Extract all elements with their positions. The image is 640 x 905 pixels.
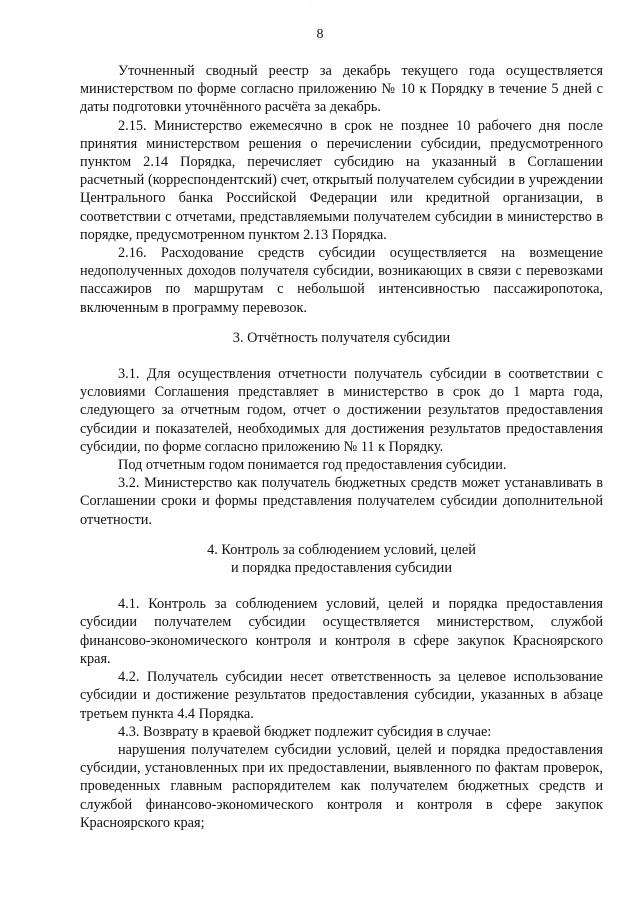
paragraph-reporting-year: Под отчетным годом понимается год предоставления субсидии. xyxy=(118,457,507,474)
section-4-heading-line2: и порядка предоставления субсидии xyxy=(231,560,452,577)
page-number: 8 xyxy=(316,27,324,42)
paragraph-3-2: 3.2. Министерство как получатель бюджетных средств может устанавливать в Соглашении сроки и формы представления получателем субсидии дополнительной отчетности. xyxy=(80,475,603,528)
scan-mark: · · · xyxy=(298,3,327,9)
section-4-heading-line1: 4. Контроль за соблюдением условий, целей xyxy=(207,541,476,558)
paragraph-4-3-violation: нарушения получателем субсидии условий, целей и порядка предоставления субсидии, установленных при их предоставлении, выявленного по фактам проверок, проведенных главным распорядителем как получателем бюджетных средств и службой финансово-экономического контроля и контроля в сфере закупок Красноярского края; xyxy=(80,741,603,831)
paragraph-4-1: 4.1. Контроль за соблюдением условий, целей и порядка предоставления субсидии получателем субсидии осуществляется министерством, службой финансово-экономического контроля и контроля в сфере закупок Красноярского края. xyxy=(80,596,603,667)
paragraph-3-1: 3.1. Для осуществления отчетности получатель субсидии в соответствии с условиями Соглашения представляет в министерство в срок до 1 марта года, следующего за отчетным годом, отчет о достижении результатов предоставления субсидии и показателей, необходимых для достижения результатов предоставления субсидии, по форме согласно приложению № 11 к Порядку. xyxy=(80,366,603,455)
paragraph-4-3: 4.3. Возврату в краевой бюджет подлежит субсидия в случае: xyxy=(118,723,492,740)
paragraph-2-15: 2.15. Министерство ежемесячно в срок не позднее 10 рабочего дня после принятия министерством решения о перечислении субсидии, предусмотренного пунктом 2.14 Порядка, перечисляет субсидию на указанный в Соглашении расчетный (корреспондентский) счет, открытый получателем субсидии в учреждении Центрального банка Российской Федерации или кредитной организации, в соответствии с отчетами, представляемыми получателем субсидии в министерство в порядке, предусмотренном пунктом 2.13 Порядка. xyxy=(80,117,603,243)
section-3-heading: 3. Отчётность получателя субсидии xyxy=(232,329,451,346)
paragraph-registry: Уточненный сводный реестр за декабрь текущего года осуществляется министерством по форме согласно приложению № 10 к Порядку в течение 5 дней с даты подготовки уточнённого расчёта за декабрь. xyxy=(80,63,603,116)
paragraph-4-2: 4.2. Получатель субсидии несет ответственность за целевое использование субсидии и достижение результатов предоставления субсидии, указанных в абзаце третьем пункта 4.4 Порядка. xyxy=(80,669,603,722)
document-body xyxy=(80,62,603,832)
paragraph-2-16: 2.16. Расходование средств субсидии осуществляется на возмещение недополученных доходов получателя субсидии, возникающих в связи с перевозками пассажиров по маршрутам с небольшой интенсивностью пассажиропотока, включенным в программу перевозок. xyxy=(80,245,603,316)
